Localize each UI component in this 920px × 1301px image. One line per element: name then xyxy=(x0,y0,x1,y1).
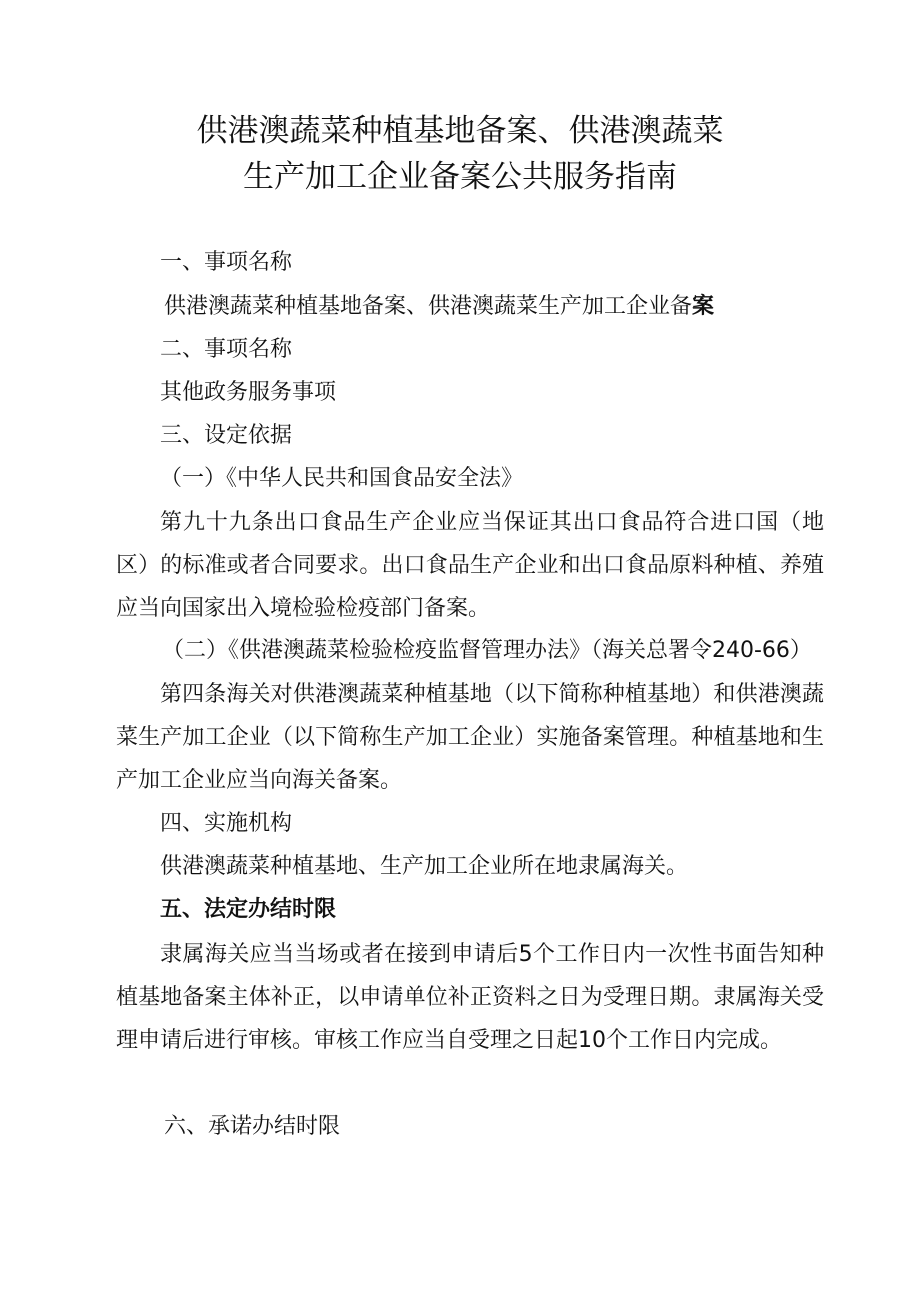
section-3-subheading-2: （二）《供港澳蔬菜检验检疫监督管理办法》（海关总署令240-66） xyxy=(162,638,812,663)
section-5-heading: 五、法定办结时限 xyxy=(160,897,337,922)
section-4-body: 供港澳蔬菜种植基地、生产加工企业所在地隶属海关。 xyxy=(160,854,689,879)
section-1-body-last-char: 案 xyxy=(692,294,715,319)
section-1-body-prefix: 供港澳蔬菜种植基地备案、供港澳蔬菜生产加工企业备 xyxy=(164,294,693,319)
section-3-sub-2-body: 第四条海关对供港澳蔬菜种植基地（以下简称种植基地）和供港澳蔬菜生产加工企业（以下简称生产加工企业）实施备案管理。种植基地和生产加工企业应当向海关备案。 xyxy=(116,682,824,793)
section-3-sub-1-body: 第九十九条出口食品生产企业应当保证其出口食品符合进口国（地区）的标准或者合同要求。出口食品生产企业和出口食品原料种植、养殖应当向国家出入境检验检疫部门备案。 xyxy=(116,510,824,621)
section-6-heading: 六、承诺办结时限 xyxy=(164,1114,341,1139)
section-3-heading: 三、设定依据 xyxy=(160,423,293,448)
section-2-body: 其他政务服务事项 xyxy=(160,380,337,405)
section-5-body: 隶属海关应当当场或者在接到申请后5个工作日内一次性书面告知种植基地备案主体补正，以申请单位补正资料之日为受理日期。隶属海关受理申请后进行审核。审核工作应当自受理之日起10个工作日内完成。 xyxy=(116,942,824,1053)
section-4-heading: 四、实施机构 xyxy=(160,811,293,836)
section-2-heading: 二、事项名称 xyxy=(160,337,293,362)
document-title-line-2: 生产加工企业备案公共服务指南 xyxy=(243,159,677,195)
document-title-line-1: 供港澳蔬菜种植基地备案、供港澳蔬菜 xyxy=(196,113,724,149)
section-3-subheading-1: （一）《中华人民共和国食品安全法》 xyxy=(160,466,524,491)
section-1-body xyxy=(164,296,714,318)
section-1-heading: 一、事项名称 xyxy=(160,250,293,275)
